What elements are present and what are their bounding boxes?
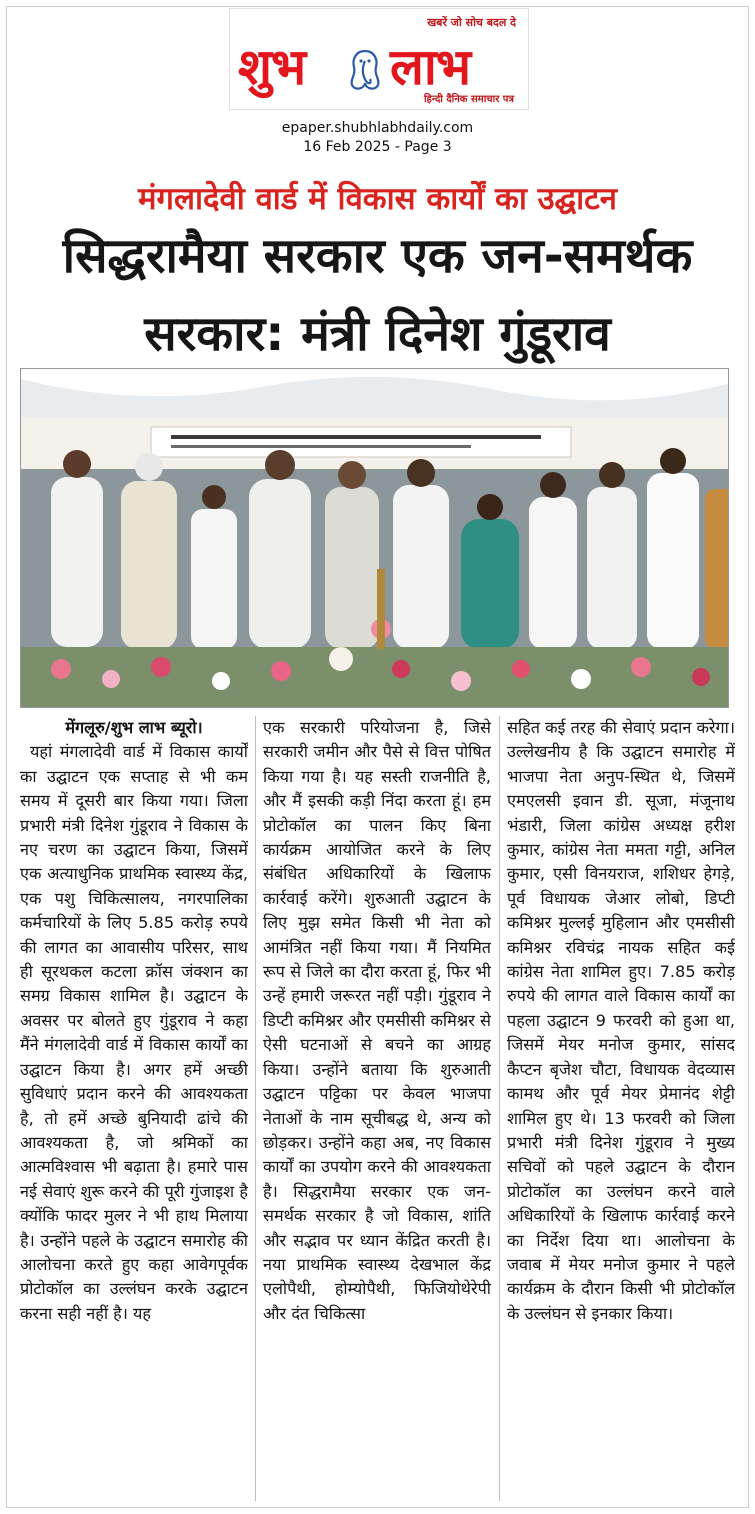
article-column-1 (20, 716, 248, 1501)
logo-word-left: शुभ (238, 38, 306, 96)
source-url: epaper.shubhlabhdaily.com (281, 120, 474, 136)
masthead-subtitle: हिन्दी दैनिक समाचार पत्र (423, 94, 514, 105)
inauguration-photo-illustration (21, 369, 729, 708)
article-column-3-text: सहित कई तरह की सेवाएं प्रदान करेगा। उल्लेखनीय है कि उद्घाटन समारोह में भाजपा नेता अनुप-स्थित थे, जिसमें एमएलसी इवान डी. सूजा, मंजूनाथ भंडारी, जिला कांग्रेस अध्यक्ष हरीश कुमार, कांग्रेस नेता ममता गट्टी, अनिल कुमार, एसी विनयराज, शशिधर हेगड़े, पूर्व विधायक जेआर लोबो, डिप्टी कमिश्नर मुल्लई मुहिलान और एमसीसी कमिश्नर रविचंद्र नायक सहित कई कांग्रेस नेता शामिल हुए। 7.85 करोड़ रुपये की लागत वाले विकास कार्यों का पहला उद्घाटन 9 फरवरी को हुआ था, जिसमें मेयर मनोज कुमार, सांसद कैप्टन बृजेश चौटा, विधायक वेदव्यास कामथ और पूर्व मेयर प्रेमानंद शेट्टी शामिल हुए थे। 13 फरवरी को जिला प्रभारी मंत्री दिनेश गुंडूराव ने मुख्य सचिवों को पहले उद्घाटन के दौरान प्रोटोकॉल का उल्लंघन करने वाले अधिकारियों के खिलाफ कार्रवाई करने का निर्देश दिया था। आलोचना के जवाब में मेयर मनोज कुमार ने पहले कार्यक्रम के दौरान किसी भी प्रोटोकॉल के उल्लंघन से इनकार किया। (507, 718, 735, 1323)
article-column-2 (263, 716, 491, 1501)
article-dateline: मेंगलूरु/शुभ लाभ ब्यूरो। (65, 718, 203, 737)
article-column-1-text: यहां मंगलादेवी वार्ड में विकास कार्यों का उद्घाटन एक सप्ताह से भी कम समय में दूसरी बार किया गया। जिला प्रभारी मंत्री दिनेश गुंडूराव ने विकास के नए चरण का उद्घाटन किया, जिसमें एक अत्याधुनिक प्राथमिक स्वास्थ्य केंद्र, एक पशु चिकित्सालय, नगरपालिका कर्मचारियों के लिए 5.85 करोड़ रुपये की लागत का आवासीय परिसर, साथ ही सूरथकल कटला क्रॉस जंक्शन का समग्र विकास शामिल है। उद्घाटन के अवसर पर बोलते हुए गुंडूराव ने कहा मैंने मंगलादेवी वार्ड में विकास कार्यों का उद्घाटन किया है। अगर हमें अच्छी सुविधाएं प्रदान करने की आवश्यकता है, तो हमें अच्छे बुनियादी ढांचे की आवश्यकता है, जो श्रमिकों का आत्मविश्वास भी बढ़ाता है। हमारे पास नई सेवाएं शुरू करने की पूरी गुंजाइश है क्योंकि फादर मुलर ने भी हाथ मिलाया है। उन्होंने पहले के उद्घाटन समारोह की आलोचना करते हुए कहा आवेगपूर्वक प्रोटोकॉल का उल्लंघन करके उद्घाटन करना सही नहीं है। यह (20, 742, 248, 1323)
news-photo (20, 368, 729, 708)
masthead-tagline: खबरें जो सोच बदल दे (427, 16, 516, 29)
article-headline-line2: सरकार: मंत्री दिनेश गुंडूराव (144, 306, 611, 362)
column-divider (499, 716, 500, 1501)
article-body (20, 716, 735, 1501)
article-kicker: मंगलादेवी वार्ड में विकास कार्यों का उद्घाटन (138, 181, 617, 217)
ganesha-emblem-icon (346, 47, 384, 93)
article-column-3 (507, 716, 735, 1501)
logo-word-right: लाभ (390, 38, 470, 96)
column-divider (255, 716, 256, 1501)
article-headline-line1: सिद्धरामैया सरकार एक जन-समर्थक (62, 228, 693, 284)
masthead-logo[interactable] (229, 8, 529, 110)
source-date-page: 16 Feb 2025 - Page 3 (303, 139, 452, 155)
article-column-2-text: एक सरकारी परियोजना है, जिसे सरकारी जमीन और पैसे से वित्त पोषित किया गया है। यह सस्ती राजनीति है, और मैं इसकी कड़ी निंदा करता हूं। हम प्रोटोकॉल का पालन किए बिना कार्यक्रम आयोजित करने के लिए संबंधित अधिकारियों के खिलाफ कार्रवाई करेंगे। शुरुआती उद्घाटन के लिए मुझ समेत किसी भी नेता को आमंत्रित नहीं किया गया। मैं नियमित रूप से जिले का दौरा करता हूं, फिर भी उन्हें हमारी जरूरत नहीं पड़ी। गुंडूराव ने डिप्टी कमिश्नर और एमसीसी कमिश्नर से ऐसी घटनाओं से बचने का आग्रह किया। उन्होंने बताया कि शुरुआती उद्घाटन पट्टिका पर केवल भाजपा नेताओं के नाम सूचीबद्ध थे, अन्य को छोड़कर। उन्होंने कहा अब, नए विकास कार्यों का उपयोग करने की आवश्यकता है। सिद्धरामैया सरकार एक जन-समर्थक सरकार है जो विकास, शांति और सद्भाव पर ध्यान केंद्रित करती है। नया प्राथमिक स्वास्थ्य देखभाल केंद्र एलोपैथी, होम्योपैथी, फिजियोथेरेपी और दंत चिकित्सा (263, 718, 491, 1323)
